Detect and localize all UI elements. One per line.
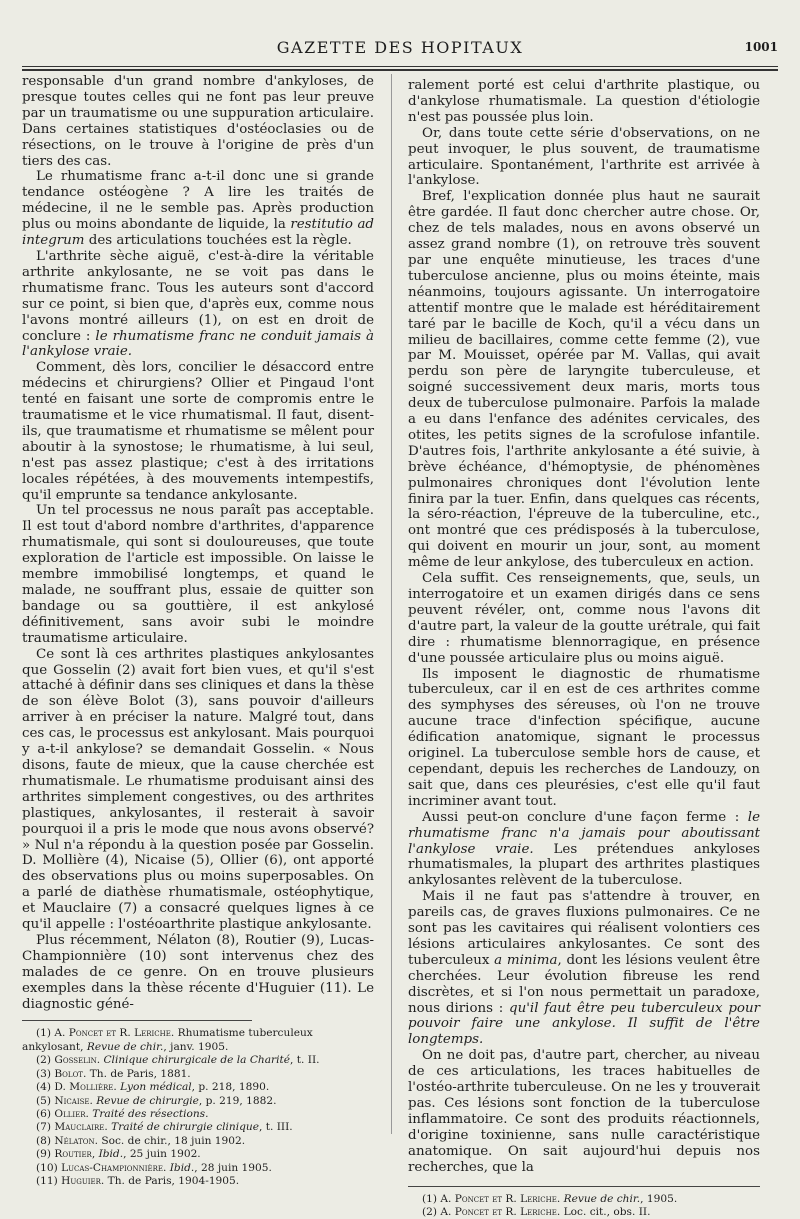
footnote <box>22 1095 374 1108</box>
footnote-tail: , 1905. <box>640 1192 678 1205</box>
footnote-title: Lyon médical <box>120 1081 192 1094</box>
footnote-tail: , p. 219, 1882. <box>198 1094 277 1107</box>
footnote-number: (1) <box>422 1192 438 1205</box>
footnote <box>22 1108 374 1121</box>
footnote-author: D. Mollière. <box>54 1081 117 1094</box>
italic-conclusion: le rhumatisme franc ne conduit jamais à l'ankylose vraie. <box>22 328 375 360</box>
footnote-author: Huguier. <box>61 1174 105 1187</box>
italic-phrase: qu'il faut être peu tuberculeux pour pouvoir faire une ankylose. Il suffit de l'être longtemps. <box>408 1000 760 1048</box>
footnote-text: Loc. cit., obs. II. <box>560 1205 651 1218</box>
footnote <box>22 1027 374 1054</box>
footnote-text: Rhumatisme tuberculeux ankylosant, <box>22 1027 313 1053</box>
footnote-tail: , t. II. <box>290 1054 320 1067</box>
right-column <box>408 78 760 1219</box>
footnote <box>22 1054 374 1067</box>
footnote-title: Ibid. <box>169 1161 195 1174</box>
footnote-rule <box>22 1020 252 1021</box>
running-header <box>22 38 778 62</box>
header-rule-thick <box>22 69 778 71</box>
footnote-tail: , p. 218, 1890. <box>191 1081 270 1094</box>
footnote-number: (11) <box>36 1174 58 1187</box>
paragraph: Le rhumatisme franc a-t-il donc une si grande tendance ostéogène ? A lire les traités de médecine, il ne le semble pas. Après production plus ou moins abondante de liquide, la restitutio ad integrum des articulations touchées est la règle. <box>22 169 375 249</box>
footnote-author: A. Poncet et R. Leriche. <box>440 1192 561 1205</box>
footnote-author: A. Poncet et R. Leriche. <box>440 1205 561 1218</box>
paragraph: Mais il ne faut pas s'attendre à trouver, en pareils cas, de graves fluxions pulmonaires. Ce ne sont pas les cavitaires qui réalisent volontiers ces lésions articulaires ankylosantes. Ce sont des tuberculeux a minima, dont les lésions veulent être cherchées. Leur évolution fibreuse les rend discrètes, et si l'on nous permettait un paradoxe, nous dirions : qu'il faut être peu tuberculeux pour pouvoir faire une ankylose. Il suffit de l'être longtemps. <box>408 889 760 1048</box>
footnote-author: Mauclaire. <box>54 1121 108 1134</box>
footnote-number: (4) <box>36 1081 52 1094</box>
footnote <box>22 1148 374 1161</box>
footnote-author: Nélaton. <box>54 1134 98 1147</box>
footnote-title: Revue de chirurgie <box>96 1094 199 1107</box>
footnote <box>22 1175 374 1188</box>
footnote <box>22 1121 374 1134</box>
footnote-author: Lucas-Championnière. <box>61 1161 167 1174</box>
paragraph: L'arthrite sèche aiguë, c'est-à-dire la véritable arthrite ankylosante, ne se voit pas dans le rhumatisme franc. Tous les auteurs sont d'accord sur ce point, si bien que, d'après eux, comme nous l'avons montré ailleurs (1), on est en droit de conclure : le rhumatisme franc ne conduit jamais à l'ankylose vraie. <box>22 248 375 360</box>
footnote-author: Routier, <box>54 1148 96 1161</box>
italic-phrase: restitutio ad integrum <box>22 217 375 249</box>
footnote-title: Clinique chirurgicale de la Charité <box>103 1054 291 1067</box>
footnote <box>408 1193 760 1206</box>
footnote <box>22 1162 374 1175</box>
paragraph: Plus récemment, Nélaton (8), Routier (9), Lucas-Championnière (10) sont intervenus chez des malades de ce genre. On en trouve plusieurs exemples dans la thèse récente d'Huguier (11). Le diagnostic géné- <box>22 932 374 1012</box>
footnote <box>22 1081 374 1094</box>
footnotes <box>408 1193 760 1219</box>
footnote-text: Th. de Paris, 1881. <box>86 1067 191 1080</box>
paragraph: Cela suffit. Ces renseignements, que, seuls, un interrogatoire et un examen dirigés dans ce sens peuvent révéler, ont, comme nous l'avons dit d'autre part, la valeur de la goutte urétrale, qui fait dire : rhumatisme blennorragique, en présence d'une poussée articulaire plus ou moins aiguë. <box>408 571 760 666</box>
footnote-author: Ollier. <box>54 1107 89 1120</box>
paragraph: Un tel processus ne nous paraît pas acceptable. Il est tout d'abord nombre d'arthrites, d'apparence rhumatismale, qui sont si douloureuses, que toute exploration de l'article est impossible. On laisse le membre immobilisé longtemps, et quand le malade, ne souffrant plus, essaie de quitter son bandage ou sa gouttière, il est ankylosé définitivement, sans avoir subi le moindre traumatisme articulaire. <box>22 503 374 646</box>
column-separator <box>391 74 392 1134</box>
italic-conclusion: le rhumatisme franc n'a jamais pour aboutissant l'ankylose vraie. <box>408 809 760 857</box>
footnote-number: (7) <box>36 1121 52 1134</box>
footnote-text: Soc. de chir., 18 juin 1902. <box>98 1134 246 1147</box>
footnote-number: (10) <box>36 1161 58 1174</box>
footnote-number: (8) <box>36 1134 52 1147</box>
paragraph: Bref, l'explication donnée plus haut ne saurait être gardée. Il faut donc chercher autre chose. Or, chez de tels malades, nous en avons observé un assez grand nombre (1), on retrouve très souvent par une enquête minutieuse, les traces d'une tuberculose ancienne, plus ou moins éteinte, mais néanmoins, toujours agissante. Un interrogatoire attentif montre que le malade est héréditairement taré par le bacille de Koch, qu'il a vécu dans un milieu de bacillaires, comme cette femme (2), vue par M. Mouisset, opérée par M. Vallas, qui avait perdu son père de laryngite tuberculeuse, et soigné successivement deux maris, morts tous deux de tuberculose pulmonaire. Parfois la malade a eu dans l'enfance des adénites cervicales, des otites, les petits signes de la scrofulose infantile. D'autres fois, l'arthrite ankylosante a été suivie, à brève échéance, d'hémoptysie, de phénomènes pulmonaires chroniques dont l'évolution lente finira par la tuer. Enfin, dans quelques cas récents, la séro-réaction, l'épreuve de la tuberculine, etc., ont montré que ces prédisposés à la tuberculose, qui doivent en mourir un jour, sont, au moment même de leur ankylose, des tuberculeux en action. <box>408 189 760 571</box>
footnote-author: Bolot. <box>54 1067 87 1080</box>
footnotes <box>22 1027 374 1188</box>
footnote-tail: , janv. 1905. <box>163 1040 229 1053</box>
paragraph: ralement porté est celui d'arthrite plastique, ou d'ankylose rhumatismale. La question d'étiologie n'est pas poussée plus loin. <box>408 78 760 125</box>
paragraph: Or, dans toute cette série d'observations, on ne peut invoquer, le plus souvent, de traumatisme articulaire. Spontanément, l'arthrite est arrivée à l'ankylose. <box>408 125 760 189</box>
paragraph: responsable d'un grand nombre d'ankyloses, de presque toutes celles qui ne font pas leur preuve par un traumatisme ou une suppuration articulaire. Dans certaines statistiques d'ostéoclasies ou de résections, on le trouve à l'origine de près d'un tiers des cas. <box>22 74 374 169</box>
paragraph: Aussi peut-on conclure d'une façon ferme : le rhumatisme franc n'a jamais pour aboutissant l'ankylose vraie. Les prétendues ankyloses rhumatismales, la plupart des arthrites plastiques ankylosantes relèvent de la tuberculose. <box>408 809 761 889</box>
page-number: 1001 <box>744 40 778 54</box>
footnote-tail: , t. III. <box>258 1121 293 1134</box>
paragraph: Ce sont là ces arthrites plastiques ankylosantes que Gosselin (2) avait fort bien vues, et qu'il s'est attaché à définir dans ses cliniques et dans la thèse de son élève Bolot (3), sans pouvoir d'ailleurs arriver à en préciser la nature. Malgré tout, dans ces cas, le processus est ankylosant. Mais pourquoi y a-t-il ankylose? se demandait Gosselin. « Nous disons, faute de mieux, que la cause cherchée est rhumatismale. Le rhumatisme produisant ainsi des arthrites simplement congestives, ou des arthrites plastiques, ankylosantes, il resterait à savoir pourquoi il a pris le mode que nous avons observé? » Nul n'a répondu à la question posée par Gosselin. D. Mollière (4), Nicaise (5), Ollier (6), ont apporté des observations plus ou moins superposables. On a parlé de diathèse rhumatismale, ostéophytique, et Mauclaire (7) a consacré quelques lignes à ce qu'il appelle : l'ostéoarthrite plastique ankylosante. <box>22 646 374 933</box>
header-rule <box>22 66 778 67</box>
footnote-number: (2) <box>422 1205 438 1218</box>
footnote-title: Traité des résections. <box>92 1107 209 1120</box>
footnote-text: Th. de Paris, 1904-1905. <box>104 1174 240 1187</box>
footnote-title: Revue de chir. <box>86 1040 164 1053</box>
footnote-rule <box>408 1186 760 1187</box>
footnote-author: Nicaise. <box>54 1094 93 1107</box>
paragraph: On ne doit pas, d'autre part, chercher, au niveau de ces articulations, les traces habituelles de l'ostéo-arthrite tuberculeuse. On ne les y trouverait pas. Ces lésions sont fonction de la tuberculose inflammatoire. Ce sont des produits réactionnels, d'origine toxinienne, sans nulle caractéristique anatomique. On sait aujourd'hui depuis nos recherches, que la <box>408 1048 760 1175</box>
footnote-tail: , 28 juin 1905. <box>194 1161 272 1174</box>
footnote-author: Gosselin. <box>54 1054 101 1067</box>
footnote-title: Ibid. <box>98 1148 124 1161</box>
footnote-author: A. Poncet et R. Leriche. <box>54 1027 175 1040</box>
journal-title: GAZETTE DES HOPITAUX <box>276 38 524 57</box>
footnote <box>22 1135 374 1148</box>
footnote-title: Revue de chir. <box>563 1192 641 1205</box>
footnote-number: (2) <box>36 1054 52 1067</box>
footnote-number: (6) <box>36 1107 52 1120</box>
left-column <box>22 74 374 1188</box>
paragraph: Comment, dès lors, concilier le désaccord entre médecins et chirurgiens? Ollier et Pingaud l'ont tenté en faisant une sorte de compromis entre le traumatisme et le vice rhumatismal. Il faut, disent-ils, que traumatisme et rhumatisme se mêlent pour aboutir à la synostose; le rhumatisme, à lui seul, n'est pas assez plastique; c'est à des irritations locales répétées, à des mouvements intempestifs, qu'il emprunte sa tendance ankylosante. <box>22 360 374 503</box>
footnote-title: Traité de chirurgie clinique <box>111 1121 259 1134</box>
italic-phrase: a minima <box>494 952 558 968</box>
footnote-number: (3) <box>36 1067 52 1080</box>
footnote-tail: , 25 juin 1902. <box>123 1148 201 1161</box>
footnote <box>22 1068 374 1081</box>
paragraph: Ils imposent le diagnostic de rhumatisme tuberculeux, car il en est de ces arthrites comme des symphyses des séreuses, où l'on ne trouve aucune trace d'infection spécifique, aucune édification anatomique, signant le processus originel. La tuberculose semble hors de cause, et cependant, depuis les recherches de Landouzy, on sait que, dans ces pleurésies, c'est elle qu'il faut incriminer avant tout. <box>408 666 760 809</box>
footnote-number: (5) <box>36 1094 52 1107</box>
footnote <box>408 1206 760 1219</box>
footnote-number: (1) <box>36 1027 52 1040</box>
footnote-number: (9) <box>36 1148 52 1161</box>
